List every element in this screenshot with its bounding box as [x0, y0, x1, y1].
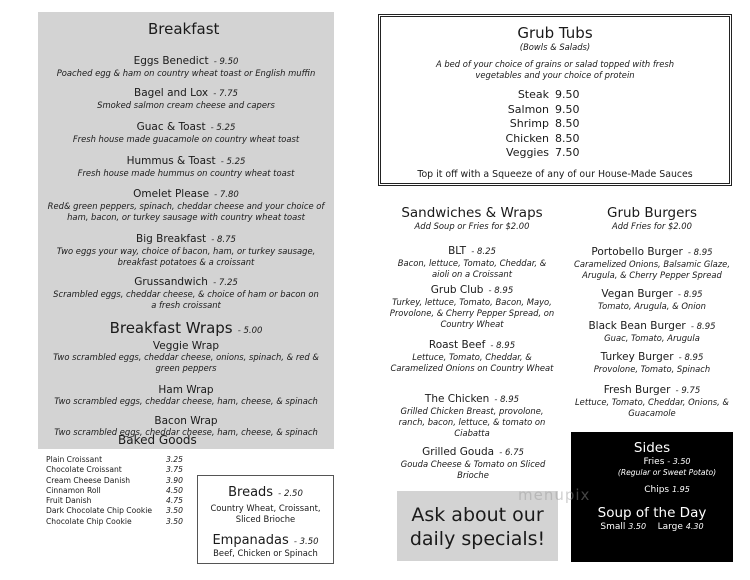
item-price: - 5.25: [220, 157, 246, 167]
list-item: [46, 506, 188, 516]
chips-price: 1.95: [671, 485, 690, 494]
item-price: - 8.95: [488, 286, 514, 296]
item-name: Omelet Please: [133, 188, 210, 200]
tub-name: Veggies: [506, 146, 549, 159]
list-item: [381, 117, 729, 132]
wraps-title: Breakfast Wraps: [109, 319, 233, 337]
item-name: Hummus & Toast: [126, 155, 216, 167]
menu-item: [50, 227, 322, 268]
baked-price: 3.50: [166, 506, 183, 516]
item-price: - 8.75: [211, 235, 236, 245]
tub-name: Chicken: [505, 131, 549, 145]
grub-tubs-desc: A bed of your choice of grains or salad topped with fresh vegetables and your choice of protein: [435, 59, 675, 80]
empanadas-title: Empanadas: [212, 533, 289, 548]
menu-item: [38, 149, 334, 179]
breakfast-items: [38, 49, 334, 79]
grub-tubs-list: [381, 88, 729, 161]
item-name: Turkey Burger: [600, 351, 674, 363]
soup-title: Soup of the Day: [597, 505, 707, 521]
soup-large-price: 4.30: [685, 522, 704, 531]
item-desc: Tomato, Arugula, & Onion: [598, 301, 706, 311]
item-desc: Fresh house made guacamole on country wheat toast: [72, 134, 300, 144]
item-price: - 8.95: [494, 395, 520, 405]
menu-item: [566, 314, 738, 344]
tub-price: 7.50: [555, 146, 580, 159]
item-desc: Two scrambled eggs, cheddar cheese, ham, cheese, & spinach: [54, 427, 318, 437]
baked-price: 3.90: [166, 475, 183, 485]
baked-name: Chocolate Chip Cookie: [46, 516, 132, 526]
soup-large-label: Large: [657, 522, 683, 532]
item-desc: Two eggs your way, choice of bacon, ham, or turkey sausage, breakfast potatoes & a croissant: [56, 246, 316, 267]
item-desc: Guac, Tomato, Arugula: [604, 333, 700, 343]
sandwiches-title: Sandwiches & Wraps: [401, 205, 543, 221]
item-desc: Smoked salmon cream cheese and capers: [97, 100, 275, 110]
item-desc: Red& green peppers, spinach, cheddar cheese and your choice of ham, bacon, or turkey sausage with country wheat toast: [47, 201, 325, 222]
sides-title: Sides: [633, 440, 671, 456]
grub-tubs-footer: Top it off with a Squeeze of any of our House-Made Sauces: [417, 168, 693, 180]
menu-item: [566, 240, 738, 281]
breakfast-panel: [38, 12, 334, 449]
menu-item: [48, 340, 324, 374]
item-price: - 9.50: [213, 57, 239, 67]
list-item: [46, 455, 188, 465]
breads-box: [197, 475, 334, 564]
item-desc: Bacon, lettuce, Tomato, Cheddar, & aioli on a Croissant: [397, 258, 547, 279]
wraps-price: - 5.00: [237, 326, 263, 336]
menu-item: [38, 384, 334, 407]
burgers-title: Grub Burgers: [606, 205, 698, 221]
item-name: Black Bean Burger: [588, 320, 686, 332]
sandwiches-subtitle: Add Soup or Fries for $2.00: [414, 221, 530, 231]
baked-name: Fruit Danish: [46, 496, 92, 506]
item-name: Bacon Wrap: [154, 415, 218, 427]
item-desc: Scrambled eggs, cheddar cheese, & choice of ham or bacon on a fresh croissant: [53, 289, 319, 310]
breads-price: - 2.50: [278, 489, 303, 499]
list-item: [46, 486, 188, 496]
menu-item: [38, 49, 334, 79]
item-name: Fresh Burger: [603, 384, 671, 396]
item-name: Bagel and Lox: [134, 87, 209, 99]
item-price: - 8.95: [490, 341, 516, 351]
item-name: Roast Beef: [428, 339, 486, 351]
sandwiches-section: [388, 205, 556, 232]
menu-item: [388, 278, 556, 330]
menu-item: [38, 81, 334, 111]
item-desc: Provolone, Tomato, Spinach: [593, 364, 711, 374]
item-price: - 8.95: [678, 353, 704, 363]
item-desc: Two scrambled eggs, cheddar cheese, onions, spinach, & red & green peppers: [53, 352, 319, 373]
list-item: [381, 146, 729, 161]
item-desc: Turkey, lettuce, Tomato, Bacon, Mayo, Provolone, & Cherry Pepper Spread, on Country Wheat: [389, 297, 555, 329]
menu-item: [398, 440, 548, 481]
grub-tubs-title: Grub Tubs: [517, 24, 593, 42]
tub-name: Salmon: [507, 102, 549, 116]
item-name: Portobello Burger: [591, 246, 683, 258]
tub-price: 9.50: [555, 88, 580, 101]
empanadas-desc: Beef, Chicken or Spinach: [213, 548, 318, 558]
tub-price: 8.50: [555, 117, 580, 130]
baked-name: Cream Cheese Danish: [46, 475, 131, 485]
menu-item: [46, 182, 326, 223]
breads-title: Breads: [228, 485, 274, 500]
fries-price: - 3.50: [667, 457, 691, 466]
item-price: - 7.80: [214, 190, 239, 200]
sides-box: [571, 432, 733, 562]
item-name: Grussandwich: [134, 276, 208, 288]
watermark: menupix: [518, 486, 591, 504]
menu-item: [50, 270, 322, 311]
burgers-subtitle: Add Fries for $2.00: [612, 221, 692, 231]
item-name: Eggs Benedict: [133, 55, 209, 67]
list-item: [381, 103, 729, 118]
item-price: - 8.95: [677, 290, 703, 300]
list-item: [381, 88, 729, 103]
menu-item: [571, 378, 733, 419]
menu-item: [388, 239, 556, 280]
item-desc: Grilled Chicken Breast, provolone, ranch, bacon, lettuce, & tomato on Ciabatta: [398, 406, 546, 438]
item-desc: Lettuce, Tomato, Cheddar, & Caramelized Onions on Country Wheat: [390, 352, 554, 373]
item-name: BLT: [448, 245, 467, 257]
item-price: - 5.25: [210, 123, 236, 133]
item-price: - 9.75: [675, 386, 701, 396]
item-price: - 8.95: [687, 248, 713, 258]
menu-item: [571, 282, 733, 312]
item-desc: Caramelized Onions, Balsamic Glaze, Arugula, & Cherry Pepper Spread: [573, 259, 730, 280]
item-price: - 7.25: [213, 278, 238, 288]
baked-price: 4.50: [166, 485, 183, 495]
baked-name: Dark Chocolate Chip Cookie: [46, 506, 153, 516]
soup-small-label: Small: [600, 522, 626, 532]
baked-goods-list: [46, 455, 188, 527]
tub-price: 8.50: [555, 131, 580, 145]
wraps-header: [38, 318, 334, 337]
baked-price: 4.75: [166, 496, 183, 506]
chips-label: Chips: [644, 485, 670, 495]
menu-item: [388, 333, 556, 374]
item-price: - 8.95: [690, 322, 716, 332]
item-desc: Lettuce, Tomato, Cheddar, Onions, & Guacamole: [575, 397, 729, 418]
tub-price: 9.50: [555, 102, 580, 116]
item-name: The Chicken: [424, 393, 490, 405]
baked-price: 3.75: [166, 465, 183, 475]
item-name: Guac & Toast: [136, 121, 206, 133]
baked-goods-title: Baked Goods: [118, 433, 197, 447]
baked-name: Plain Croissant: [46, 455, 103, 464]
specials-line-1: Ask about our: [411, 504, 544, 526]
baked-name: Chocolate Croissant: [46, 465, 122, 475]
item-name: Grilled Gouda: [422, 446, 495, 458]
item-price: - 8.25: [471, 247, 496, 257]
burgers-section: [571, 205, 733, 232]
item-desc: Poached egg & ham on country wheat toast or English muffin: [56, 68, 316, 78]
item-desc: Fresh house made hummus on country wheat toast: [77, 168, 295, 178]
item-name: Vegan Burger: [601, 288, 673, 300]
item-name: Ham Wrap: [158, 384, 214, 396]
tub-name: Steak: [517, 88, 549, 101]
list-item: [46, 465, 188, 475]
item-price: - 7.75: [213, 89, 238, 99]
item-name: Big Breakfast: [136, 233, 207, 245]
list-item: [46, 517, 188, 527]
item-desc: Two scrambled eggs, cheddar cheese, ham, cheese, & spinach: [54, 396, 318, 406]
item-price: - 6.75: [499, 448, 524, 458]
soup-small-price: 3.50: [628, 522, 647, 531]
menu-item: [38, 115, 334, 145]
breakfast-title: Breakfast: [148, 20, 220, 38]
specials-line-2: daily specials!: [409, 528, 546, 550]
baked-price: 3.50: [166, 516, 183, 526]
item-desc: Gouda Cheese & Tomato on Sliced Brioche: [400, 459, 546, 480]
list-item: [381, 132, 729, 147]
list-item: [46, 476, 188, 486]
baked-price: 3.25: [166, 455, 183, 464]
list-item: [46, 496, 188, 506]
menu-item: [571, 345, 733, 375]
grub-tubs-subtitle: (Bowls & Salads): [519, 42, 591, 52]
menu-item: [388, 387, 556, 439]
tub-name: Shrimp: [509, 117, 549, 130]
breads-desc: Country Wheat, Croissant, Sliced Brioche: [210, 503, 321, 524]
grub-tubs-box: [378, 14, 732, 186]
fries-note: (Regular or Sweet Potato): [617, 468, 717, 477]
baked-name: Cinnamon Roll: [46, 485, 101, 495]
item-name: Grub Club: [430, 284, 484, 296]
empanadas-price: - 3.50: [293, 537, 319, 547]
item-name: Veggie Wrap: [152, 340, 220, 352]
fries-label: Fries: [643, 457, 665, 467]
